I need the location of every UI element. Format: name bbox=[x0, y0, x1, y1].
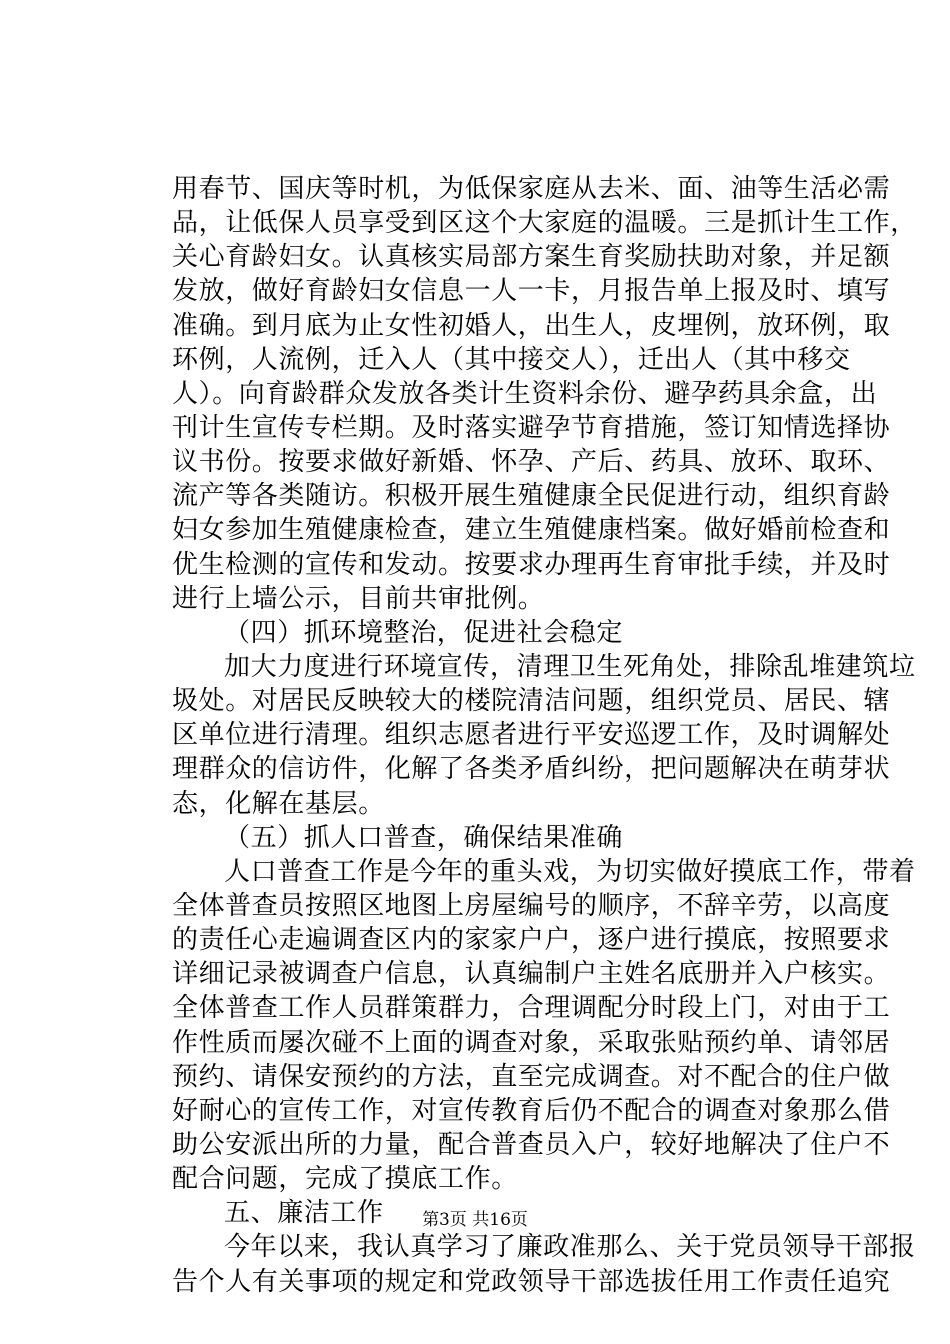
text-line: 区单位进行清理。组织志愿者进行平安巡逻工作，及时调解处 bbox=[172, 720, 891, 751]
text-line: 预约、请保安预约的方法，直至完成调查。对不配合的住户做 bbox=[172, 1061, 891, 1092]
text-line: 配合问题，完成了摸底工作。 bbox=[172, 1164, 518, 1195]
text-line: 流产等各类随访。积极开展生殖健康全民促进行动，组织育龄 bbox=[172, 481, 891, 512]
text-line: 好耐心的宣传工作，对宣传教育后仍不配合的调查对象那么借 bbox=[172, 1095, 891, 1126]
text-line: 作性质而屡次碰不上面的调查对象，采取张贴预约单、请邻居 bbox=[172, 1027, 891, 1058]
text-line: 进行上墙公示，目前共审批例。 bbox=[172, 583, 545, 614]
text-line: 准确。到月底为止女性初婚人，出生人，皮埋例，放环例，取 bbox=[172, 310, 891, 341]
text-line: 的责任心走遍调查区内的家家户户，逐户进行摸底，按照要求 bbox=[172, 925, 891, 956]
text-line: 详细记录被调查户信息，认真编制户主姓名底册并入户核实。 bbox=[172, 959, 891, 990]
text-line: 今年以来，我认真学习了廉政准那么、关于党员领导干部报 bbox=[224, 1232, 916, 1263]
text-line: 优生检测的宣传和发动。按要求办理再生育审批手续，并及时 bbox=[172, 549, 891, 580]
text-line: 态，化解在基层。 bbox=[172, 788, 385, 819]
text-line: 关心育龄妇女。认真核实局部方案生育奖励扶助对象，并足额 bbox=[172, 242, 891, 273]
text-line: 人口普查工作是今年的重头戏，为切实做好摸底工作，带着 bbox=[224, 856, 916, 887]
text-line: 环例，人流例，迁入人（其中接交人），迁出人（其中移交 bbox=[172, 344, 851, 375]
text-line: （五）抓人口普查，确保结果准确 bbox=[224, 822, 624, 853]
text-line: 加大力度进行环境宣传，清理卫生死角处，排除乱堆建筑垃 bbox=[224, 651, 916, 682]
document-body bbox=[172, 172, 917, 1299]
text-line: 品，让低保人员享受到区这个大家庭的温暖。三是抓计生工作， bbox=[172, 208, 917, 239]
text-line: 妇女参加生殖健康检查，建立生殖健康档案。做好婚前检查和 bbox=[172, 515, 891, 546]
text-line: 全体普查工作人员群策群力，合理调配分时段上门，对由于工 bbox=[172, 993, 891, 1024]
text-line: 助公安派出所的力量，配合普查员入户，较好地解决了住户不 bbox=[172, 1129, 891, 1160]
text-line: （四）抓环境整治，促进社会稳定 bbox=[224, 617, 624, 648]
text-line: 五、廉洁工作 bbox=[224, 1198, 384, 1229]
text-line: 用春节、国庆等时机，为低保家庭从去米、面、油等生活必需 bbox=[172, 174, 891, 204]
text-line: 告个人有关事项的规定和党政领导干部选拔任用工作责任追究 bbox=[172, 1266, 891, 1297]
text-line: 人）。向育龄群众发放各类计生资料余份、避孕药具余盒，出 bbox=[172, 378, 878, 409]
text-line: 议书份。按要求做好新婚、怀孕、产后、药具、放环、取环、 bbox=[172, 447, 891, 478]
text-line: 圾处。对居民反映较大的楼院清洁问题，组织党员、居民、辖 bbox=[172, 686, 891, 717]
text-line: 刊计生宣传专栏期。及时落实避孕节育措施，签订知情选择协 bbox=[172, 412, 891, 443]
text-line: 发放，做好育龄妇女信息一人一卡，月报告单上报及时、填写 bbox=[172, 276, 891, 307]
page-footer: 第3页 共16页 bbox=[422, 1210, 528, 1230]
text-line: 理群众的信访件，化解了各类矛盾纠纷，把问题解决在萌芽状 bbox=[172, 754, 891, 785]
text-line: 全体普查员按照区地图上房屋编号的顺序，不辞辛劳，以高度 bbox=[172, 890, 891, 921]
